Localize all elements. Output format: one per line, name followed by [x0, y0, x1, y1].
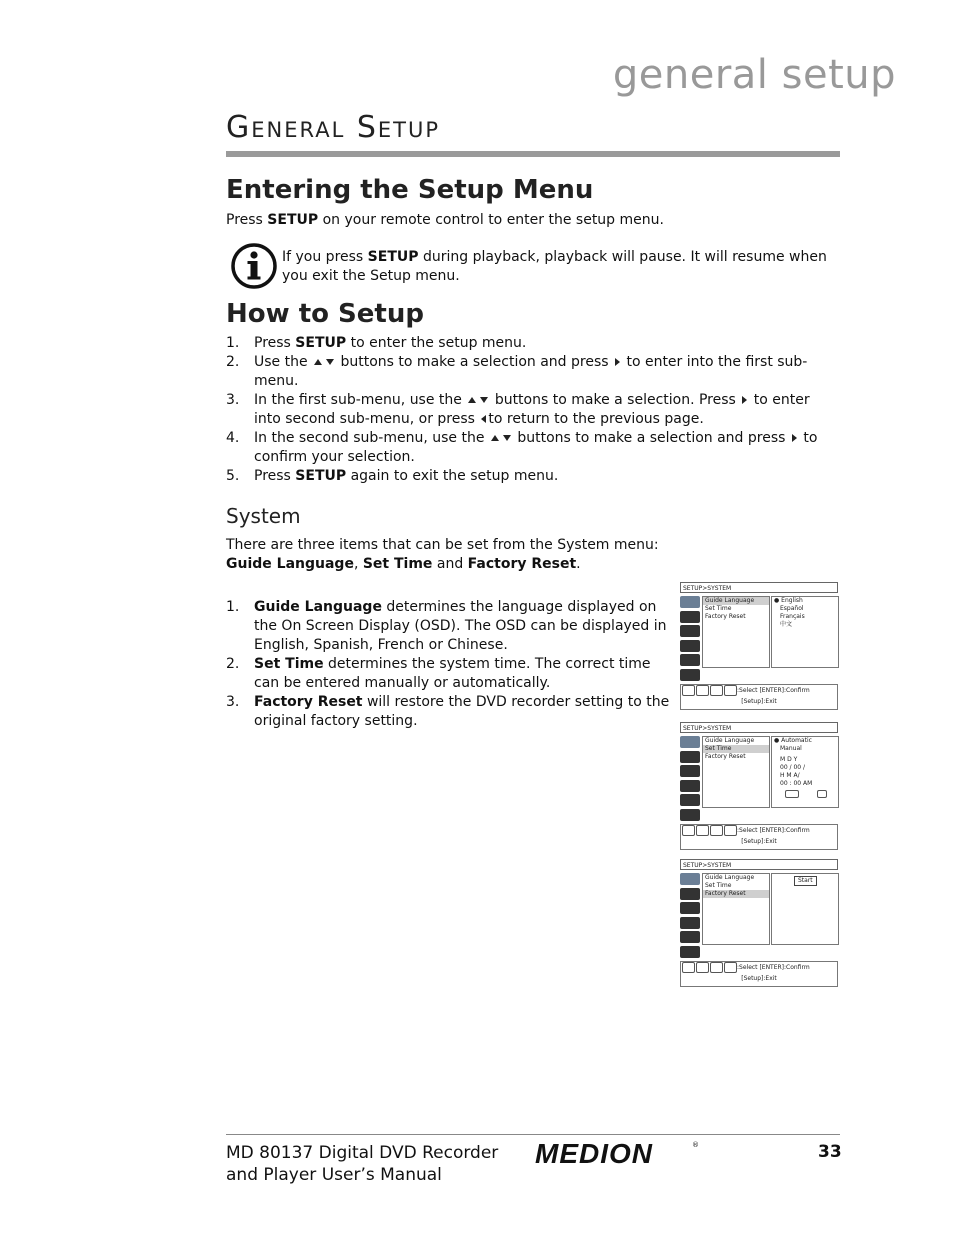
list-item: 1. Guide Language determines the language displayed on the On Screen Display (OSD). The OSD can be displayed in English, Spanish, French or Chinese. [226, 599, 667, 653]
down-arrow-icon [503, 435, 511, 441]
list-item: 5. Press SETUP again to exit the setup menu. [226, 468, 559, 484]
screen-title: SETUP>SYSTEM [680, 722, 838, 733]
record-icon [680, 917, 700, 929]
section-rule [226, 151, 840, 157]
down-arrow-icon [326, 359, 334, 365]
video-icon [680, 888, 700, 900]
screen-title: SETUP>SYSTEM [680, 582, 838, 593]
confirm-check-icon [785, 790, 799, 798]
globe-icon [680, 736, 700, 748]
cancel-icon [817, 790, 827, 798]
video-icon [680, 751, 700, 763]
list-item: 4. In the second sub-menu, use the buttons to make a selection and press to confirm your selection. [226, 430, 818, 465]
globe-icon [680, 596, 700, 608]
list-item: 1. Press SETUP to enter the setup menu. [226, 335, 527, 351]
video-icon [680, 611, 700, 623]
left-arrow-icon [481, 415, 486, 423]
audio-icon [680, 765, 700, 777]
disc-icon [680, 654, 700, 666]
screen-icon-column [680, 596, 700, 680]
screen-icon-column [680, 736, 700, 820]
screen-footer: :Select [ENTER]:Confirm [Setup]:Exit [680, 961, 838, 987]
up-arrow-icon [314, 359, 322, 365]
audio-icon [680, 625, 700, 637]
tools-icon [680, 669, 700, 681]
screen-menu: Guide Language Set Time Factory Reset [702, 873, 770, 945]
list-item: 3. Factory Reset will restore the DVD recorder setting to the original factory setting. [226, 694, 670, 729]
screen-footer: :Select [ENTER]:Confirm [Setup]:Exit [680, 684, 838, 710]
system-heading: System [226, 504, 301, 528]
tools-icon [680, 946, 700, 958]
entering-text: Press SETUP on your remote control to enter the setup menu. [226, 212, 664, 228]
info-icon [230, 242, 278, 290]
screen-options: Start [771, 873, 839, 945]
tools-icon [680, 809, 700, 821]
screen-options: ● English Español Français 中文 [771, 596, 839, 668]
up-arrow-icon [491, 435, 499, 441]
screen-options: ● Automatic Manual M D Y 00 / 00 / H M A/ 00 : 00 AM [771, 736, 839, 808]
setup-steps [226, 334, 838, 486]
how-heading: How to Setup [226, 299, 424, 329]
globe-icon [680, 873, 700, 885]
system-list [226, 598, 670, 731]
up-arrow-icon [468, 397, 476, 403]
info-note: If you press SETUP during playback, playback will pause. It will resume when you exit the Setup menu. [282, 249, 827, 284]
record-icon [680, 780, 700, 792]
medion-logo: MEDION [535, 1138, 653, 1169]
screen-menu: Guide Language Set Time Factory Reset [702, 596, 770, 668]
screen-icon-column [680, 873, 700, 957]
down-arrow-icon [480, 397, 488, 403]
audio-icon [680, 902, 700, 914]
screenshot-factory-reset [680, 859, 838, 989]
list-item: 2. Set Time determines the system time. The correct time can be entered manually or automatically. [226, 656, 651, 691]
disc-icon [680, 931, 700, 943]
screenshot-set-time [680, 722, 838, 852]
registered-mark: ® [692, 1141, 699, 1149]
system-items: Guide Language, Set Time and Factory Reset. [226, 556, 581, 572]
section-title: General Setup [226, 110, 441, 145]
record-icon [680, 640, 700, 652]
disc-icon [680, 794, 700, 806]
list-item: 3. In the first sub-menu, use the buttons to make a selection. Press to enter into second sub-menu, or press to return to the previous page. [226, 392, 810, 427]
system-intro: There are three items that can be set from the System menu: [226, 537, 659, 553]
screen-title: SETUP>SYSTEM [680, 859, 838, 870]
screen-menu: Guide Language Set Time Factory Reset [702, 736, 770, 808]
screen-footer: :Select [ENTER]:Confirm [Setup]:Exit [680, 824, 838, 850]
screenshot-guide-language [680, 582, 838, 712]
right-arrow-icon [792, 434, 797, 442]
list-item: 2. Use the buttons to make a selection and press to enter into the first sub-menu. [226, 354, 808, 389]
running-header: general setup [612, 52, 896, 98]
footer-rule [226, 1134, 840, 1135]
footer-manual-title: MD 80137 Digital DVD Recorder and Player User’s Manual [226, 1143, 499, 1185]
right-arrow-icon [742, 396, 747, 404]
page-number: 33 [818, 1142, 842, 1162]
right-arrow-icon [615, 358, 620, 366]
entering-heading: Entering the Setup Menu [226, 175, 594, 205]
